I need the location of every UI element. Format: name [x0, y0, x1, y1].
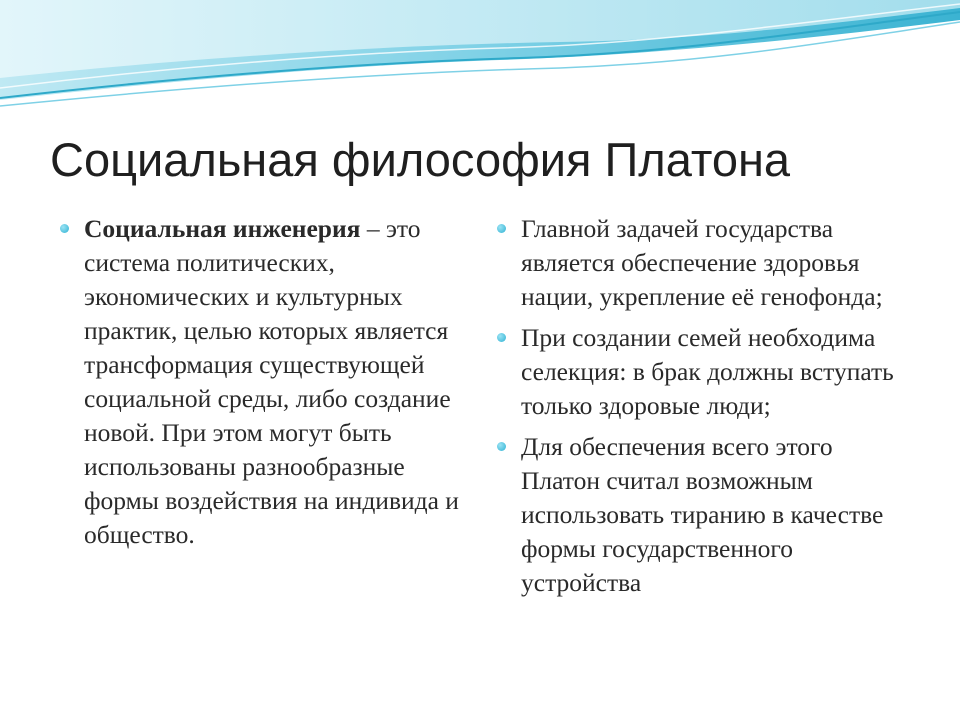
item-text: Главной задачей государства является обеспечение здоровья нации, укрепление её генофонда; [521, 214, 883, 311]
list-item [497, 212, 917, 314]
term-highlight: Социальная инженерия [84, 214, 361, 243]
item-text: – это система политических, экономических и культурных практик, целью которых является трансформация существующей социальной среды, либо создание новой. При этом могут быть использованы разнообразные формы воздействия на индивида и общество. [84, 214, 459, 549]
slide-title: Социальная философия Платона [50, 133, 791, 186]
list-item [60, 212, 470, 552]
item-text: Для обеспечения всего этого Платон считал возможным использовать тиранию в качестве формы государственного устройства [521, 432, 884, 597]
bullet-icon [497, 442, 506, 451]
list-item [497, 430, 917, 600]
bullet-icon [497, 224, 506, 233]
item-text: При создании семей необходима селекция: в брак должны вступать только здоровые люди; [521, 323, 894, 420]
list-item [497, 321, 917, 423]
bullet-icon [497, 333, 506, 342]
right-column [497, 212, 917, 607]
left-column [60, 212, 470, 559]
bullet-icon [60, 224, 69, 233]
header-wave-decoration [0, 0, 960, 115]
